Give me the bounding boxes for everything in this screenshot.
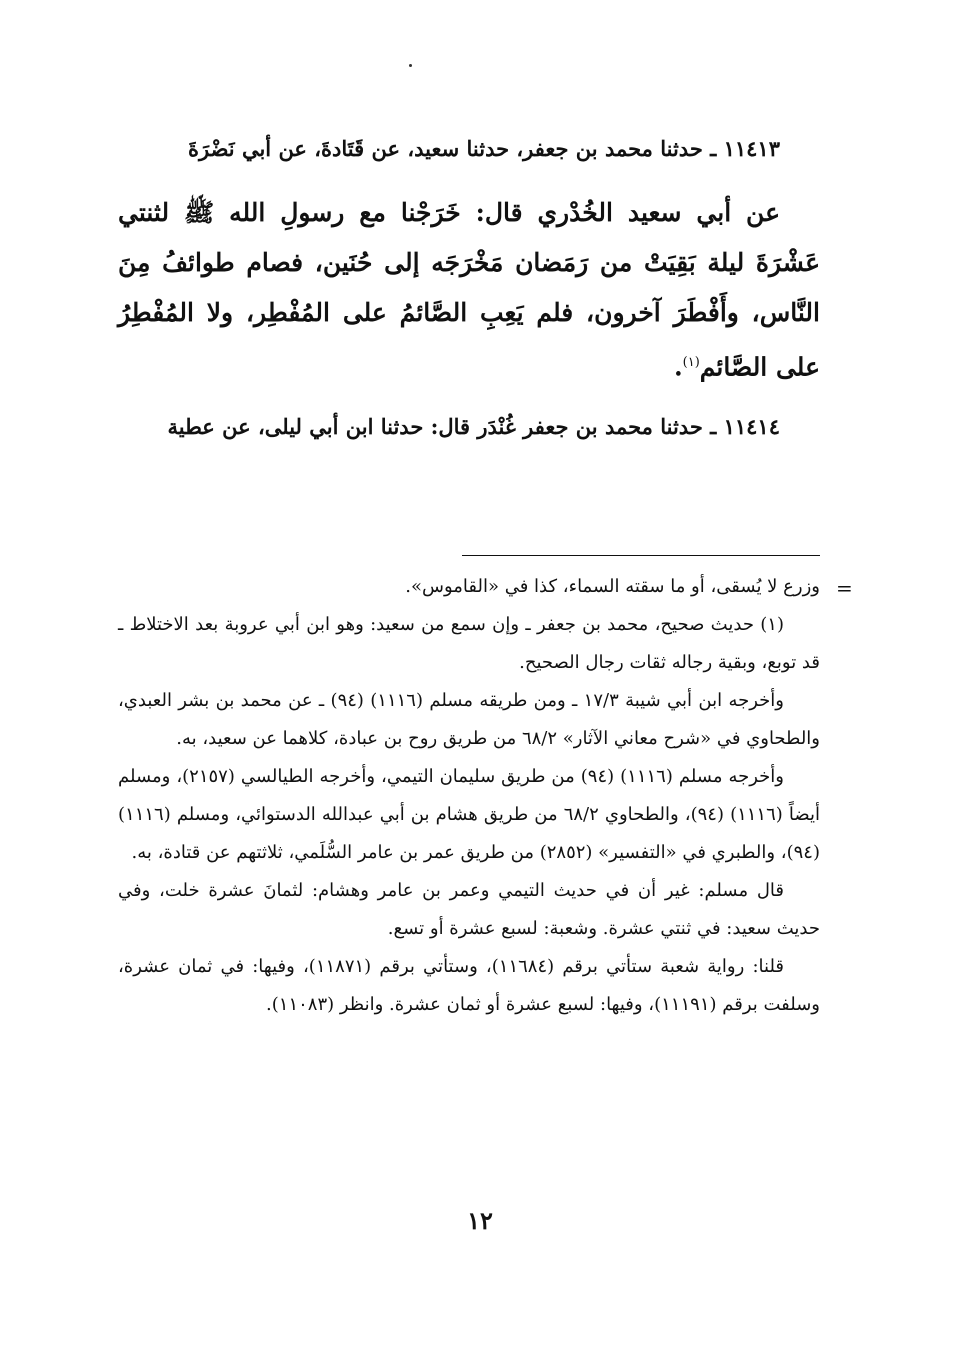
footnote-paragraph: (١) حديث صحيح، محمد بن جعفر ـ وإن سمع من سعيد: وهو ابن أبي عروبة بعد الاختلاط ـ قد توبع، وبقية رجاله ثقات رجال الصحيح. xyxy=(118,614,820,673)
footnote-separator xyxy=(462,555,820,556)
footnote-paragraph: قلنا: رواية شعبة ستأتي برقم (١١٦٨٤)، وستأتي برقم (١١٨٧١)، وفيها: في ثمان عشرة، وسلفت برقم (١١١٩١)، وفيها: لسبع عشرة أو ثمان عشرة. وانظر (١١٠٨٣). xyxy=(118,956,820,1015)
hadith-11413-heading-text: ١١٤١٣ ـ حدثنا محمد بن جعفر، حدثنا سعيد، عن قَتَادةَ، عن أبي نَضْرَةَ xyxy=(188,136,780,161)
hadith-11413-text xyxy=(118,188,820,392)
footnote-continuation: وزرع لا يُسقى، أو ما سقته السماء، كذا في «القاموس». xyxy=(405,576,820,597)
footnote-paragraph: وأخرجه ابن أبي شيبة ١٧/٣ ـ ومن طريقه مسلم (١١١٦) (٩٤) ـ عن محمد بن بشر العبدي، والطحاوي في «شرح معاني الآثار» ٦٨/٢ من طريق روح بن عبادة، كلاهما عن سعيد، به. xyxy=(118,690,820,749)
hadith-11414-heading-text: ١١٤١٤ ـ حدثنا محمد بن جعفر غُنْدَر قال: حدثنا ابن أبي ليلى، عن عطية xyxy=(167,414,780,440)
footnote-paragraph: وأخرجه مسلم (١١١٦) (٩٤) من طريق سليمان التيمي، وأخرجه الطيالسي (٢١٥٧)، ومسلم أيضاً (١١١٦) (٩٤)، والطحاوي ٦٨/٢ من طريق هشام بن أبي عبدالله الدستوائي، ومسلم (١١١٦) (٩٤)، والطبري في «التفسير» (٢٨٥٢) من طريق عمر بن عامر السُّلَمي، ثلاثتهم عن قتادة، به. xyxy=(118,766,820,863)
footnote-paragraph: قال مسلم: غير أن في حديث التيمي وعمر بن عامر وهشام: لثمانَ عشرة خلت، وفي حديث سعيد: في ثنتي عشرة. وشعبة: لسبع عشرة أو تسع. xyxy=(118,880,820,939)
continuation-marker: = xyxy=(836,576,853,600)
hadith-11414-heading xyxy=(118,406,820,448)
top-dot xyxy=(409,64,412,67)
hadith-11413-body: عن أبي سعيد الخُدْري قال: خَرَجْنا مع رسولِ الله ﷺ لثنتي عَشْرَةَ ليلة بَقِيَتْ من رَمَضان مَخْرَجَه إلى حُنَين، فصام طوائفُ مِنَ النَّاس، وأَفْطَرَ آخرون، فلم يَعِبِ الصَّائمُ على المُفْطِر، ولا المُفْطِرُ على الصَّائم xyxy=(118,198,820,382)
footnotes xyxy=(118,568,820,1024)
hadith-11413-end: . xyxy=(673,352,683,382)
page-number: ١٢ xyxy=(467,1206,493,1235)
footnote-marker-1: (١) xyxy=(682,355,700,370)
main-text xyxy=(118,128,820,448)
hadith-11413-heading xyxy=(118,128,820,170)
